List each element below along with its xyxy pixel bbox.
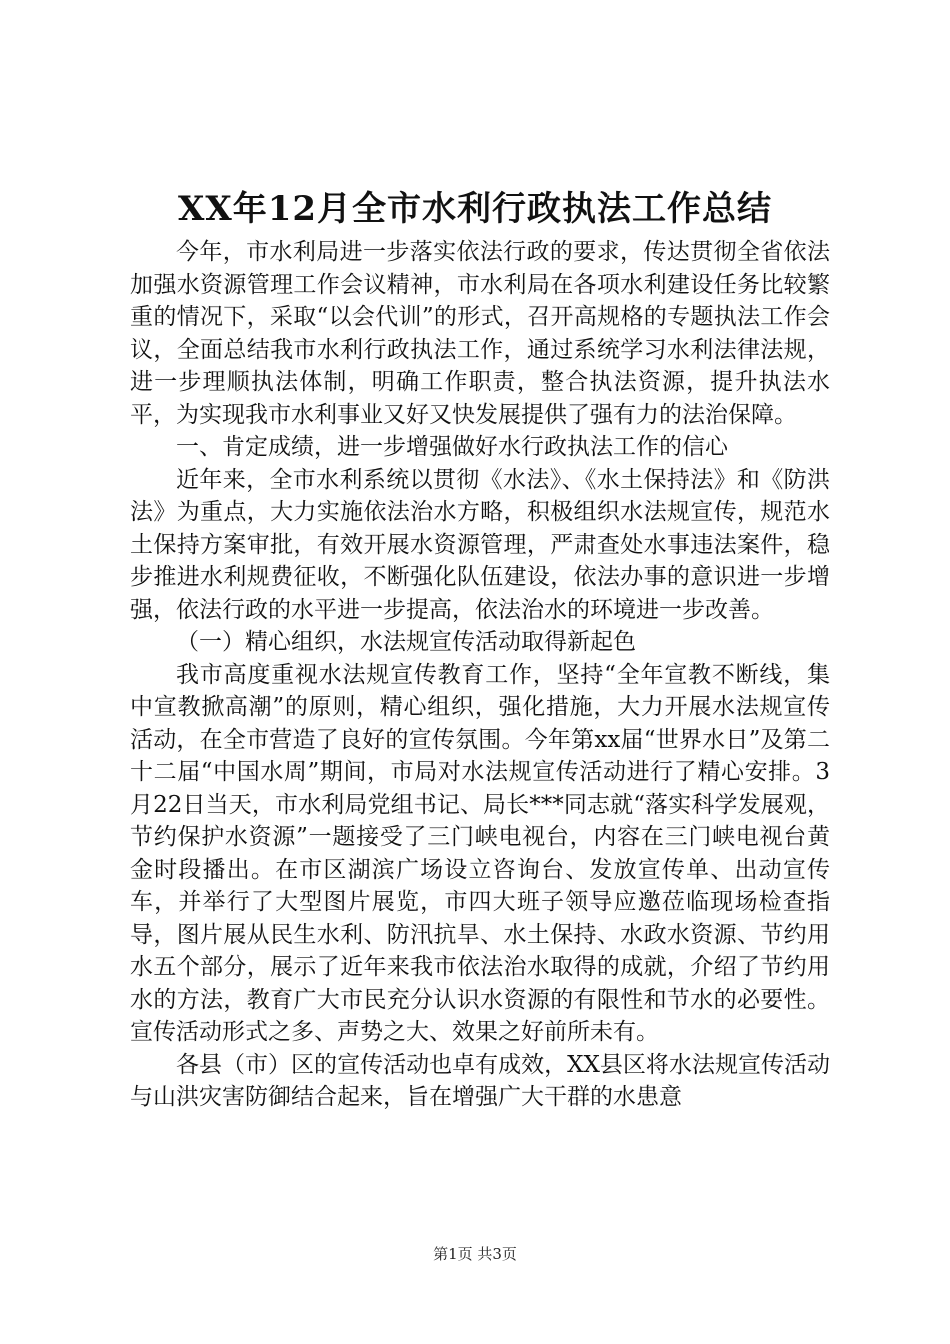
page-footer: 第1页 共3页 xyxy=(433,1245,517,1263)
subsection-heading-1: （一）精心组织，水法规宣传活动取得新起色 xyxy=(176,629,636,655)
document-body xyxy=(130,236,830,1114)
paragraph-counties: 各县（市）区的宣传活动也卓有成效，XX县区将水法规宣传活动与山洪灾害防御结合起来，旨在增强广大干群的水患意 xyxy=(130,1051,830,1110)
paragraph-intro: 今年，市水利局进一步落实依法行政的要求，传达贯彻全省依法加强水资源管理工作会议精神，市水利局在各项水利建设任务比较繁重的情况下，采取“以会代训”的形式，召开高规格的专题执法工作会议，全面总结我市水利行政执法工作，通过系统学习水利法律法规，进一步理顺执法体制，明确工作职责，整合执法资源，提升执法水平，为实现我市水利事业又好又快发展提供了强有力的法治保障。 xyxy=(130,239,830,428)
document-title: XX年12月全市水利行政执法工作总结 xyxy=(177,189,773,229)
section-heading-1: 一、肯定成绩，进一步增强做好水行政执法工作的信心 xyxy=(176,434,728,460)
paragraph-publicity: 我市高度重视水法规宣传教育工作，坚持“全年宣教不断线，集中宣教掀高潮”的原则，精心组织，强化措施，大力开展水法规宣传活动，在全市营造了良好的宣传氛围。今年第xx届“世界水日”及第二十二届“中国水周”期间，市局对水法规宣传活动进行了精心安排。3月22日当天，市水利局党组书记、局长***同志就“落实科学发展观，节约保护水资源”一题接受了三门峡电视台，内容在三门峡电视台黄金时段播出。在市区湖滨广场设立咨询台、发放宣传单、出动宣传车，并举行了大型图片展览，市四大班子领导应邀莅临现场检查指导，图片展从民生水利、防汛抗旱、水土保持、水政水资源、节约用水五个部分，展示了近年来我市依法治水取得的成就，介绍了节约用水的方法，教育广大市民充分认识水资源的有限性和节水的必要性。宣传活动形式之多、声势之大、效果之好前所未有。 xyxy=(130,661,830,1045)
paragraph-achievements: 近年来，全市水利系统以贯彻《水法》、《水土保持法》和《防洪法》为重点，大力实施依法治水方略，积极组织水法规宣传，规范水土保持方案审批，有效开展水资源管理，严肃查处水事违法案件，稳步推进水利规费征收，不断强化队伍建设，依法办事的意识进一步增强，依法行政的水平进一步提高，依法治水的环境进一步改善。 xyxy=(130,466,830,623)
